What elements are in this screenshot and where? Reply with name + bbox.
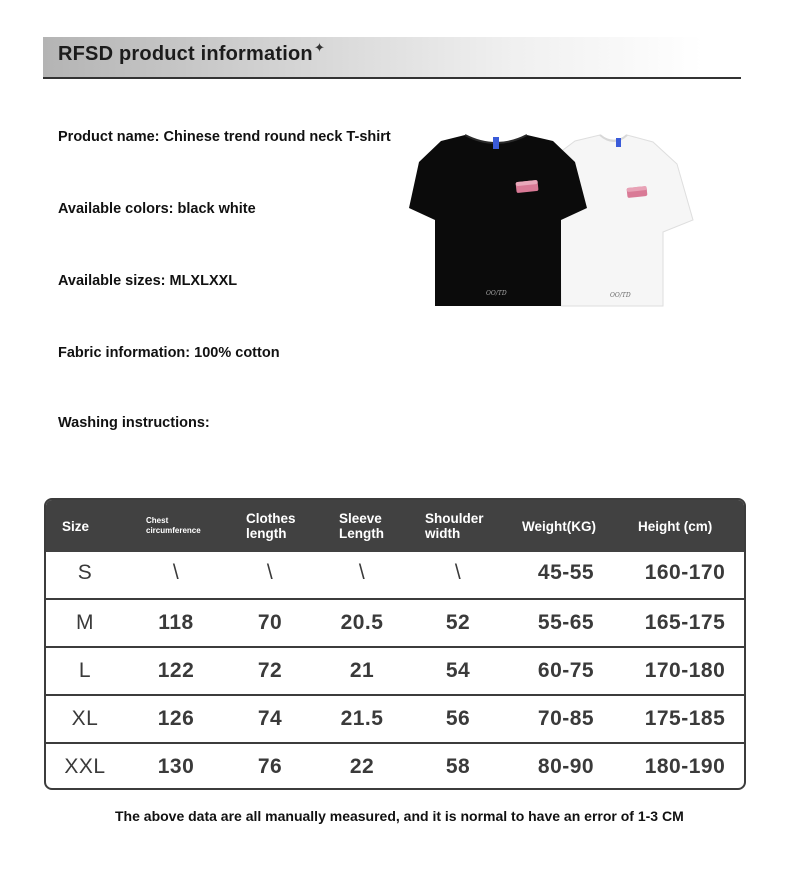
cell-chest: 130 [157,755,195,778]
cell-size: XXL [64,755,106,778]
table-row [46,598,744,646]
header-chest: Chest circumference [146,516,201,535]
washing-instructions: Washing instructions: [58,415,210,431]
cell-shoulder-width: 58 [445,755,471,778]
fabric-info: Fabric information: 100% cotton [58,345,280,361]
cell-clothes-length: 74 [257,707,283,730]
cell-size: L [78,659,92,682]
cell-size: M [76,611,94,634]
cell-chest: \ [172,561,180,584]
cell-weight: 80-90 [537,755,595,778]
cell-height: 180-190 [644,755,726,778]
header-clothes-length: Clothes length [246,511,296,541]
white-shirt-patch-icon [627,186,648,198]
cell-chest: 118 [158,611,194,634]
black-shirt-patch-icon [516,180,539,193]
cell-height: 165-175 [644,611,726,634]
white-shirt-tag-icon [616,138,621,147]
table-row [46,646,744,694]
black-shirt-brand-mark: OO/TD [486,290,507,297]
cell-size: XL [71,707,99,730]
cell-chest: 126 [157,707,195,730]
cell-shoulder-width: 56 [445,707,471,730]
available-colors: Available colors: black white [58,201,256,217]
product-name: Product name: Chinese trend round neck T-shirt [58,129,391,145]
available-sizes: Available sizes: MLXLXXL [58,273,238,289]
cell-shoulder-width: \ [454,561,462,584]
cell-height: 170-180 [644,659,726,682]
header-shoulder-width: Shoulder width [425,511,484,541]
product-image [405,128,705,310]
cell-height: 175-185 [644,707,726,730]
cell-size: S [77,561,93,584]
cell-weight: 45-55 [537,561,595,584]
cell-weight: 70-85 [537,707,595,730]
measurement-footnote: The above data are all manually measured, and it is normal to have an error of 1-3 CM [115,808,684,824]
table-row [46,694,744,742]
cell-clothes-length: 72 [257,659,283,682]
cell-sleeve-length: \ [358,561,366,584]
sparkle-icon: ✦ [314,40,325,55]
black-shirt-tag-icon [493,137,499,149]
cell-clothes-length: \ [266,561,274,584]
cell-clothes-length: 70 [257,611,283,634]
cell-height: 160-170 [644,561,726,584]
cell-clothes-length: 76 [257,755,283,778]
cell-sleeve-length: 21 [349,659,375,682]
page-title: RFSD product information [58,43,313,65]
cell-shoulder-width: 54 [445,659,471,682]
cell-sleeve-length: 22 [349,755,375,778]
cell-sleeve-length: 21.5 [340,707,384,730]
header-size: Size [62,518,90,534]
header-sleeve-length: Sleeve Length [339,511,384,541]
header-weight: Weight(KG) [522,518,596,534]
cell-sleeve-length: 20.5 [340,611,384,634]
header-divider [43,77,741,79]
table-row [46,550,744,598]
header-height: Height (cm) [638,518,713,534]
size-table [44,498,746,790]
table-row [46,742,744,790]
white-shirt-brand-mark: OO/TD [610,292,631,299]
cell-weight: 55-65 [537,611,595,634]
table-header [46,500,744,552]
cell-shoulder-width: 52 [445,611,471,634]
black-tshirt [409,135,587,306]
cell-chest: 122 [157,659,195,682]
cell-weight: 60-75 [537,659,595,682]
